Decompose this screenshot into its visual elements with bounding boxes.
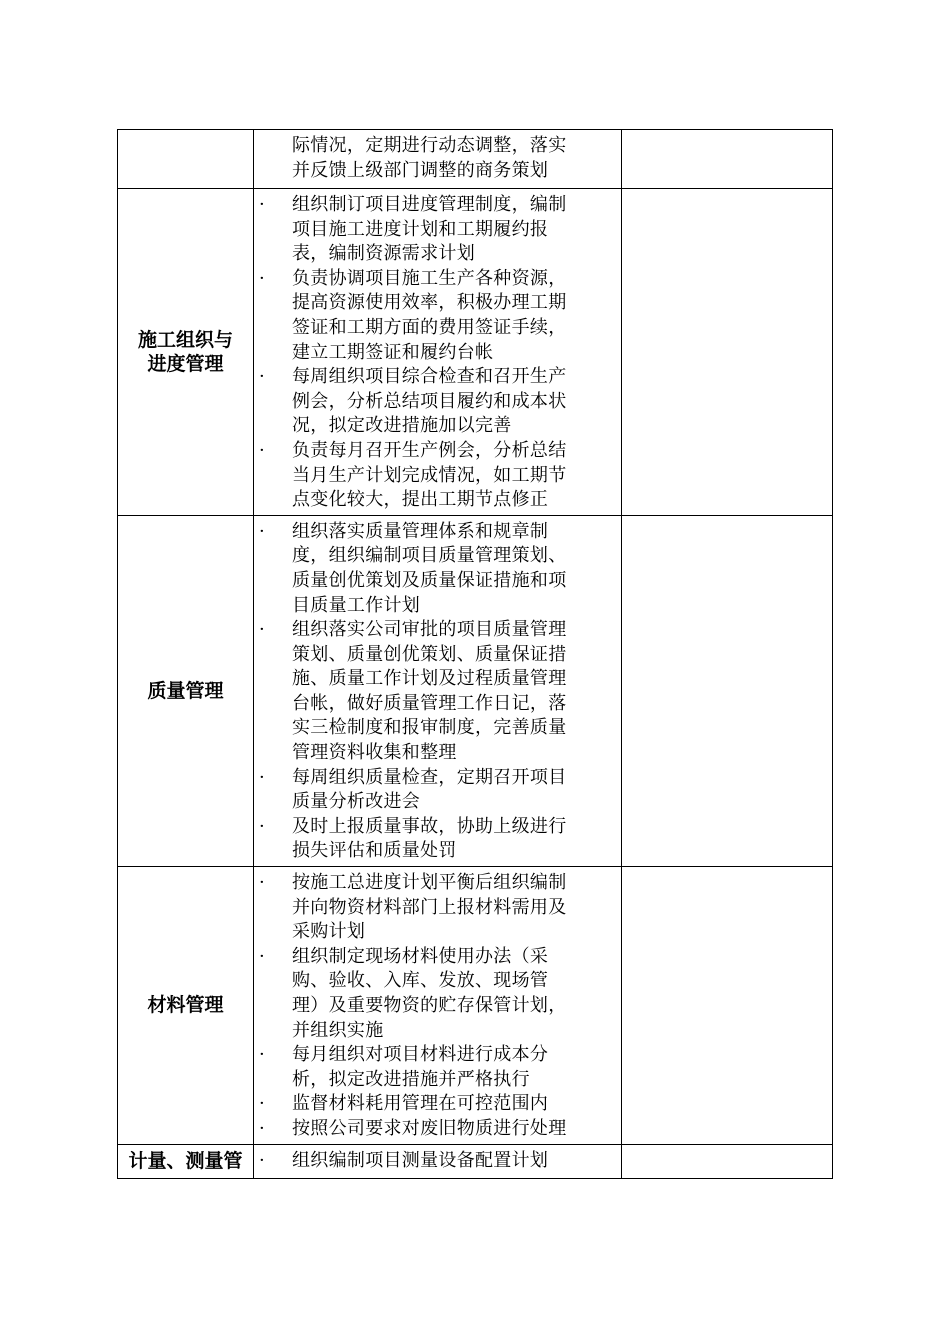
notes-cell [622, 515, 833, 866]
item-text-line: 点变化较大，提出工期节点修正 [292, 489, 549, 511]
category-label: 材料管理 [147, 994, 224, 1017]
item-text-line: 策划、质量创优策划、质量保证措 [292, 643, 567, 665]
item-text-line: 每周组织质量检查，定期召开项目 [292, 766, 567, 788]
responsibility-cell [254, 1144, 622, 1178]
item-text-line: 按施工总进度计划平衡后组织编制 [292, 872, 567, 894]
item-text-line: 理）及重要物资的贮存保管计划， [292, 995, 567, 1016]
item-text-line: 组织制订项目进度管理制度，编制 [292, 194, 567, 215]
item-text-line: 例会，分析总结项目履约和成本状 [292, 390, 567, 412]
list-item [254, 1092, 621, 1117]
bullet-icon: · [259, 1093, 266, 1115]
bullet-icon: · [259, 194, 266, 215]
duty-table [117, 129, 833, 1179]
bullet-icon: · [259, 439, 266, 461]
bullet-icon: · [259, 815, 266, 837]
item-text-line: 每周组织项目综合检查和召开生产 [292, 366, 567, 388]
list-item [254, 1043, 621, 1092]
list-item [254, 267, 621, 365]
list-item [254, 871, 621, 945]
item-text-line: 购、验收、入库、发放、现场管 [292, 970, 549, 992]
item-text-line: 组织落实公司审批的项目质量管理 [292, 619, 567, 641]
item-text-line: 质量创优策划及质量保证措施和项 [292, 569, 567, 591]
item-text-line: 签证和工期方面的费用签证手续， [292, 316, 567, 338]
responsibility-list [254, 130, 621, 185]
item-text-line: 度，组织编制项目质量管理策划、 [292, 545, 567, 567]
category-cell [118, 130, 254, 189]
item-text-line: 当月生产计划完成情况，如工期节 [292, 464, 567, 486]
item-text-line: 负责协调项目施工生产各种资源， [292, 267, 567, 289]
category-cell [118, 1144, 254, 1178]
category-cell [118, 189, 254, 516]
item-text-line: 管理资料收集和整理 [292, 742, 457, 764]
item-text-line: 及时上报质量事故，协助上级进行 [292, 815, 567, 837]
category-label: 施工组织与 [137, 328, 233, 351]
notes-cell [622, 189, 833, 516]
notes-cell [622, 1144, 833, 1178]
list-item [254, 815, 621, 864]
list-item [254, 1117, 621, 1142]
table-row [118, 867, 833, 1145]
list-item [254, 193, 621, 267]
bullet-icon: · [259, 366, 266, 388]
list-item [254, 1149, 621, 1174]
responsibility-cell [254, 130, 622, 189]
item-text-line: 施、质量工作计划及过程质量管理 [292, 668, 567, 690]
item-text-line: 损失评估和质量处罚 [292, 840, 457, 862]
item-text-line: 提高资源使用效率，积极办理工期 [292, 292, 567, 314]
duty-table-body [118, 130, 833, 1179]
item-text-line: 采购计划 [292, 921, 366, 943]
item-text-line: 析，拟定改进措施并严格执行 [292, 1068, 530, 1090]
notes-cell [622, 867, 833, 1145]
responsibility-cell [254, 515, 622, 866]
responsibility-list [254, 867, 621, 1144]
item-text-line: 组织制定现场材料使用办法（采 [292, 945, 549, 967]
item-text-line: 况，拟定改进措施加以完善 [292, 415, 512, 437]
list-item [254, 365, 621, 439]
bullet-icon: · [259, 872, 266, 894]
item-text-line: 负责每月召开生产例会，分析总结 [292, 439, 567, 461]
item-text-line: 组织编制项目测量设备配置计划 [292, 1149, 549, 1171]
list-item [254, 134, 621, 183]
responsibility-list [254, 189, 621, 515]
responsibility-list [254, 1145, 621, 1176]
item-text-line: 台帐，做好质量管理工作日记，落 [292, 692, 567, 714]
bullet-icon: · [259, 619, 266, 641]
list-item [254, 618, 621, 766]
category-label: 进度管理 [147, 352, 224, 375]
bullet-icon: · [259, 1117, 266, 1139]
notes-cell [622, 130, 833, 189]
item-text-line: 监督材料耗用管理在可控范围内 [292, 1093, 549, 1115]
list-item [254, 766, 621, 815]
bullet-icon: · [259, 1044, 266, 1066]
item-text-line: 目质量工作计划 [292, 594, 421, 616]
item-text-line: 并向物资材料部门上报材料需用及 [292, 896, 567, 918]
item-text-line: 每月组织对项目材料进行成本分 [292, 1044, 549, 1066]
item-text-line: 并组织实施 [292, 1019, 384, 1041]
bullet-icon: · [259, 766, 266, 788]
responsibility-list [254, 516, 621, 866]
category-cell [118, 515, 254, 866]
table-row [118, 189, 833, 516]
category-label: 计量、测量管 [128, 1150, 243, 1173]
category-cell [118, 867, 254, 1145]
table-row [118, 515, 833, 866]
item-text-line: 按照公司要求对废旧物质进行处理 [292, 1117, 567, 1139]
table-row [118, 1144, 833, 1178]
list-item [254, 520, 621, 618]
bullet-icon: · [259, 945, 266, 967]
item-text-line: 表，编制资源需求计划 [292, 243, 475, 265]
item-text-line: 组织落实质量管理体系和规章制 [292, 520, 549, 542]
item-text-line: 质量分析改进会 [292, 791, 421, 813]
bullet-icon: · [259, 267, 266, 289]
item-text-line: 际情况，定期进行动态调整，落实 [292, 135, 567, 156]
responsibility-cell [254, 867, 622, 1145]
list-item [254, 439, 621, 513]
item-text-line: 建立工期签证和履约台帐 [292, 341, 494, 363]
responsibility-cell [254, 189, 622, 516]
item-text-line: 实三检制度和报审制度，完善质量 [292, 717, 567, 739]
item-text-line: 并反馈上级部门调整的商务策划 [292, 159, 549, 181]
list-item [254, 945, 621, 1043]
bullet-icon: · [259, 520, 266, 542]
table-row [118, 130, 833, 189]
category-label: 质量管理 [147, 679, 224, 702]
bullet-icon: · [259, 1149, 266, 1171]
item-text-line: 项目施工进度计划和工期履约报 [292, 218, 549, 240]
